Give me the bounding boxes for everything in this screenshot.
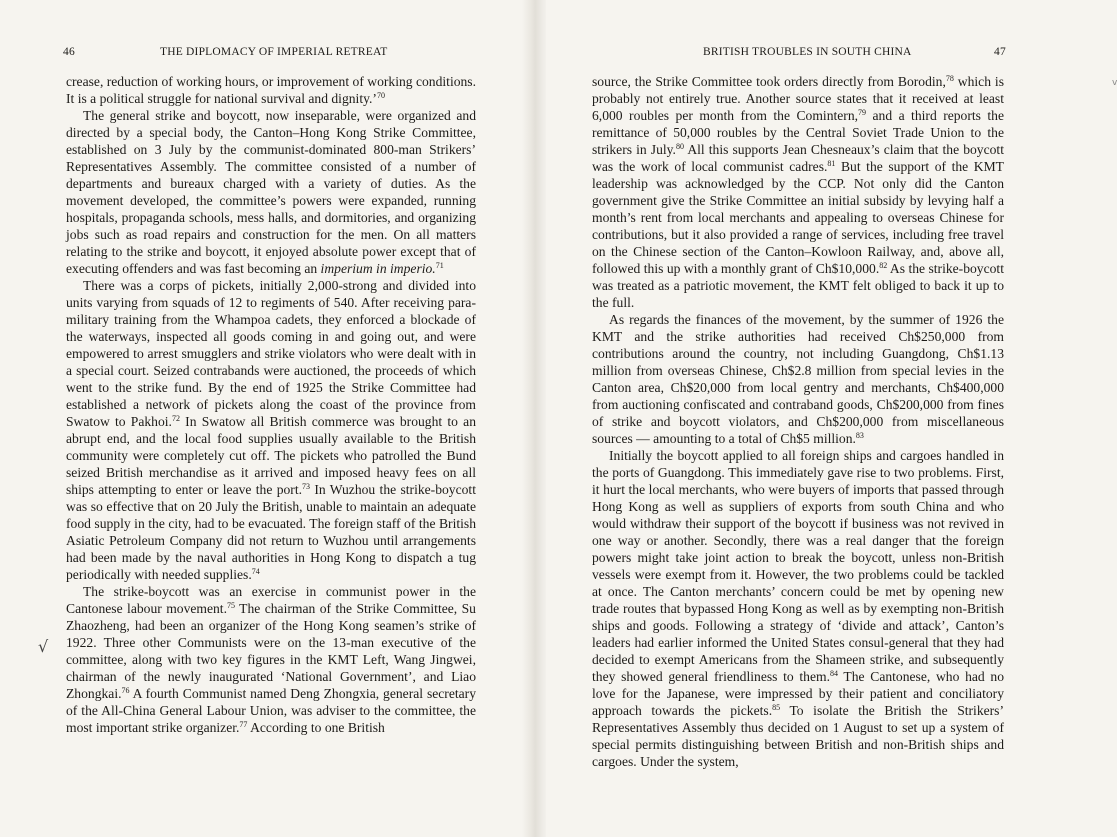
footnote-ref: 73 — [302, 482, 310, 491]
footnote-ref: 70 — [376, 91, 385, 100]
margin-check-mark: √ — [38, 637, 49, 656]
paragraph — [66, 277, 476, 583]
footnote-ref: 74 — [251, 567, 260, 576]
footnote-ref: 84 — [829, 669, 838, 678]
footnote-ref: 72 — [171, 414, 180, 423]
page-number: 47 — [994, 46, 1006, 58]
page-number: 46 — [63, 46, 75, 58]
paragraph — [66, 583, 476, 736]
text-run: and a third reports the remittance of 50,000 roubles by the Central Soviet Trade Union to the strikers in July. — [592, 108, 1005, 157]
footnote-ref: 71 — [435, 261, 444, 270]
footnote-ref: 79 — [858, 108, 867, 117]
text-run: All this supports Jean Chesneaux’s claim that the boycott was the work of local communist cadres. — [592, 142, 1004, 174]
text-run: As regards the finances of the movement, by the summer of 1926 the KMT and the strike authorities had received Ch$250,000 from contributions around the country, not including Guangdong, Ch$1.13 million from overseas Chinese, Ch$2.8 million from special levies in the Canton area, Ch$20,000 from local gentry and merchants, Ch$400,000 from auctioning confiscated and contraband goods, Ch$200,000 from fines of strike and boycott violators, and Ch$200,000 from miscellaneous sources — amounting to a total of Ch$5 million. — [592, 312, 1004, 446]
footnote-ref: 81 — [827, 159, 836, 168]
text-run: A fourth Communist named Deng Zhongxia, general secretary of the All-China General Labour Union, was adviser to the committee, the most important strike organizer. — [66, 686, 476, 735]
text-run: The chairman of the Strike Committee, Su Zhaozheng, had been an organizer of the Hong Kong seamen’s strike of 1922. Three other Communists were on the 13-man executive of the committee, along with two key figures in the KMT Left, Wang Jingwei, chairman of the newly inaugurated ‘National Government’, and Liao Zhongkai. — [66, 601, 476, 701]
book-gutter — [522, 0, 546, 837]
text-run: The strike-boycott was an exercise in communist power in the Cantonese labour movement. — [66, 584, 476, 616]
footnote-ref: 77 — [239, 720, 248, 729]
footnote-ref: 83 — [855, 431, 864, 440]
text-run: But the support of the KMT leadership was acknowledged by the CCP. Not only did the Canton government give the Strike Committee an initial subsidy by levying half a month’s rent from local merchants and appealing to overseas Chinese for contributions, but it also provided a range of services, including free travel on the Chinese section of the Canton–Kowloon Railway, and, above all, followed this up with a monthly grant of Ch$10,000. — [592, 159, 1004, 276]
text-run: In Swatow all British commerce was brought to an abrupt end, and the local food supplies usually available to the British community were completely cut off. The pickets who patrolled the Bund seized British merchandise as it arrived and imposed heavy fees on all ships attempting to enter or leave the port. — [66, 414, 476, 497]
margin-pencil-mark: v — [1112, 78, 1117, 88]
text-run: According to one British — [247, 720, 385, 735]
italic-text: imperium in imperio. — [320, 261, 436, 276]
body-text — [66, 73, 476, 736]
text-run: source, the Strike Committee took orders directly from Borodin, — [592, 74, 946, 89]
paragraph — [66, 107, 476, 277]
footnote-ref: 85 — [772, 703, 781, 712]
paragraph — [592, 447, 1004, 770]
text-run: which is probably not entirely true. Another source states that it received at least 6,000 roubles per month from the Comintern, — [592, 74, 1004, 123]
text-run: In Wuzhou the strike-boycott was so effective that on 20 July the British, unable to maintain an adequate food supply in the city, had to be evacuated. The foreign staff of the British Asiatic Petroleum Company did not return to Wuzhou until arrangements had been made by the naval authorities in Hong Kong to dispatch a tug periodically with needed supplies. — [66, 482, 476, 582]
text-run: crease, reduction of working hours, or improvement of working conditions. It is a political struggle for national survival and dignity.’ — [66, 74, 476, 106]
paragraph — [592, 311, 1004, 447]
left-page — [0, 0, 530, 837]
right-page — [546, 0, 1117, 837]
running-head: THE DIPLOMACY OF IMPERIAL RETREAT — [160, 46, 388, 58]
paragraph — [66, 73, 476, 107]
footnote-ref: 75 — [226, 601, 235, 610]
running-head: BRITISH TROUBLES IN SOUTH CHINA — [703, 46, 912, 58]
text-run: There was a corps of pickets, initially 2,000-strong and divided into units varying from squads of 12 to regiments of 540. After receiving para-military training from the Whampoa cadets, they enforced a blockade of the waterways, inspected all goods coming in and going out, and were empowered to arrest smugglers and strike violators who were dealt with in a special court. Seized contrabands were auctioned, the proceeds of which went to the strike fund. By the end of 1925 the Strike Committee had established a network of pickets along the coast of the province from Swatow to Pakhoi. — [66, 278, 476, 429]
footnote-ref: 82 — [879, 261, 888, 270]
footnote-ref: 80 — [675, 142, 684, 151]
text-run: The general strike and boycott, now inseparable, were organized and directed by a special body, the Canton–Hong Kong Strike Committee, established on 3 July by the communist-dominated 800-man Strikers’ Representatives Assembly. The committee consisted of a number of departments and bureaux charged with a variety of duties. As the movement developed, the committee’s powers were expanded, running hospitals, propaganda schools, mess halls, and dormitories, and organizing jobs such as road repairs and construction for the men. On all matters relating to the strike and boycott, it enjoyed absolute power except that of executing offenders and was fast becoming an — [66, 108, 476, 276]
footnote-ref: 76 — [121, 686, 130, 695]
text-run: The Cantonese, who had no love for the Japanese, were impressed by their patient and conciliatory approach towards the pickets. — [592, 669, 1004, 718]
text-run: As the strike-boycott was treated as a patriotic movement, the KMT felt obliged to back it up to the full. — [592, 261, 1004, 310]
body-text — [592, 73, 1004, 770]
text-run: To isolate the British the Strikers’ Representatives Assembly thus decided on 1 August to set up a system of special permits distinguishing between British and non-British ships and cargoes. Under the system, — [592, 703, 1005, 769]
text-run: Initially the boycott applied to all foreign ships and cargoes handled in the ports of Guangdong. This immediately gave rise to two problems. First, it hurt the local merchants, who were buyers of imports that passed through Hong Kong as well as suppliers of exports from south China and who would withdraw their support of the boycott if business was not revived in one way or another. Secondly, there was a real danger that the foreign powers might take joint action to break the boycott, unless non-British vessels were exempt from it. However, the two problems could be tackled at once. The Canton merchants’ concern could be met by opening new trade routes that bypassed Hong Kong as well as by exempting non-British ships and goods. Following a strategy of ‘divide and attack’, Canton’s leaders had earlier informed the United States consul-general that they had decided to exempt Americans from the Shameen strike, and subsequently they showed general friendliness to them. — [592, 448, 1004, 684]
footnote-ref: 78 — [945, 74, 954, 83]
paragraph — [592, 73, 1004, 311]
